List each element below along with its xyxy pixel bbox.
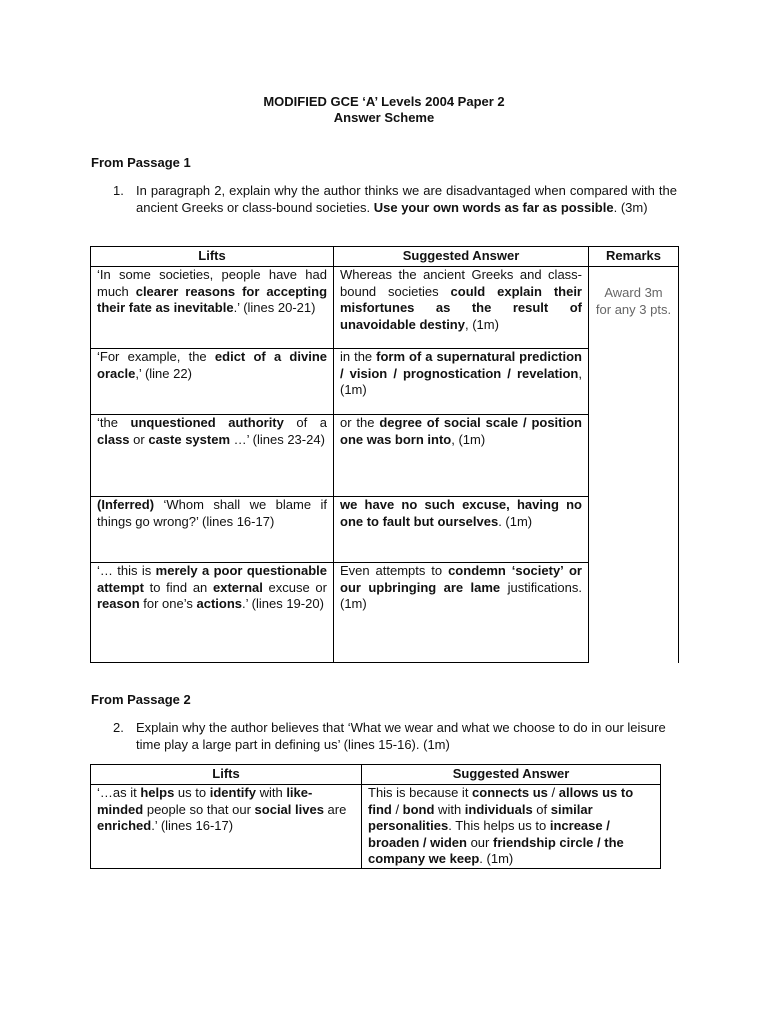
text: Whereas the ancient Greeks and class-bound societies — [340, 267, 582, 299]
section-heading-passage-2: From Passage 2 — [91, 692, 191, 707]
lift-cell — [91, 349, 334, 415]
table-header-row — [91, 765, 661, 785]
text: / — [547, 785, 559, 800]
text: ‘For example, the — [97, 349, 215, 364]
text: , (1m) — [451, 431, 486, 447]
question-text: Explain why the author believes that ‘What we wear and what we choose to do in our leisure time play a large part in defining us’ (lines 15-16). (1m) — [136, 720, 666, 752]
text: to find an — [143, 579, 213, 595]
bold-text: helps — [140, 785, 175, 800]
text: us to — [174, 785, 210, 800]
text: people so that our — [143, 801, 255, 817]
question-number: 1. — [113, 183, 124, 198]
bold-text: social lives — [254, 801, 324, 817]
section-heading-passage-1: From Passage 1 — [91, 155, 191, 170]
header-lifts: Lifts — [91, 765, 362, 785]
text: or the — [340, 415, 380, 430]
text: …’ (lines 23-24) — [230, 431, 325, 447]
lift-cell — [91, 785, 362, 869]
table-row — [91, 785, 661, 869]
bold-text: we have no such excuse, having no one to fault but ourselves — [340, 497, 582, 529]
answer-cell — [334, 497, 589, 563]
bold-text: increase / broaden / widen — [368, 818, 610, 850]
table-header-row — [91, 247, 679, 267]
bold-text: friendship circle / the company we keep — [368, 834, 624, 866]
text: . (1m) — [498, 513, 533, 529]
answer-cell — [334, 349, 589, 415]
question-1 — [113, 183, 677, 235]
header-lifts: Lifts — [91, 247, 334, 267]
answer-cell — [334, 267, 589, 349]
text: excuse or — [262, 579, 327, 595]
lift-cell — [91, 415, 334, 497]
text: of — [532, 801, 551, 817]
document-subtitle: Answer Scheme — [333, 110, 435, 125]
bold-text: individuals — [464, 801, 533, 817]
text: for one’s — [139, 596, 197, 611]
bold-text: caste system — [148, 431, 231, 447]
bold-text: could explain their misfortunes as the result of unavoidable destiny — [340, 283, 582, 332]
answer-table-passage-2 — [90, 764, 661, 869]
bold-text: like-minded — [97, 785, 313, 817]
answer-cell — [362, 785, 661, 869]
text: ‘…as it — [97, 785, 141, 800]
header-suggested-answer: Suggested Answer — [362, 765, 661, 785]
text: with — [255, 785, 287, 800]
lift-cell — [91, 497, 334, 563]
text: with — [434, 801, 465, 817]
text: ,’ (line 22) — [135, 365, 192, 381]
text: ‘… this is — [97, 563, 156, 578]
text: in the — [340, 349, 377, 364]
bold-text: similar personalities — [368, 801, 593, 833]
text: ‘the — [97, 415, 131, 430]
bold-text: unquestioned authority — [130, 415, 284, 430]
remarks-cell: Award 3m for any 3 pts. — [589, 267, 679, 663]
document-title: MODIFIED GCE ‘A’ Levels 2004 Paper 2 — [263, 94, 505, 109]
bold-text: condemn ‘society’ or our upbringing are lame — [340, 563, 582, 595]
table-row — [91, 267, 679, 349]
bold-text: degree of social scale / position one was born into — [340, 415, 582, 447]
lift-cell — [91, 563, 334, 663]
text: .’ (lines 20-21) — [233, 300, 316, 315]
text: / — [391, 801, 403, 817]
question-text: In paragraph 2, explain why the author thinks we are disadvantaged when compared with the ancient Greeks or class-bound societies. Use your own words as far as possible. (3m) — [136, 183, 677, 215]
bold-text: external — [212, 579, 263, 595]
lift-cell — [91, 267, 334, 349]
text: or — [129, 431, 149, 447]
bold-text: actions — [196, 596, 243, 611]
text: Even attempts to — [340, 563, 449, 578]
question-2 — [113, 720, 677, 756]
answer-cell — [334, 415, 589, 497]
bold-text: edict of a divine oracle — [97, 349, 328, 381]
bold-text: bond — [402, 801, 435, 817]
bold-text: connects us — [472, 785, 548, 800]
bold-text: reason — [97, 596, 140, 611]
text: .’ (lines 16-17) — [151, 818, 234, 833]
answer-cell — [334, 563, 589, 663]
header-suggested-answer: Suggested Answer — [334, 247, 589, 267]
text: . (1m) — [479, 851, 514, 866]
text: , (1m) — [340, 365, 582, 397]
text: . This helps us to — [448, 818, 550, 833]
answer-table-passage-1 — [90, 246, 679, 663]
text: our — [466, 834, 493, 850]
bold-text: (Inferred) — [97, 497, 155, 512]
text: , (1m) — [464, 316, 499, 332]
bold-text: form of a supernatural prediction / vision / prognostication / revelation — [340, 349, 582, 381]
bold-text: allows us to find — [368, 785, 634, 817]
bold-text: enriched — [97, 818, 152, 833]
text: are — [323, 801, 347, 817]
bold-text: identify — [209, 785, 256, 800]
text: justifications. (1m) — [340, 579, 582, 611]
text: .’ (lines 19-20) — [242, 596, 324, 611]
question-number: 2. — [113, 720, 124, 735]
text: ‘In some societies, people have had much — [97, 267, 327, 299]
text: ‘Whom shall we blame if things go wrong?’ (lines 16-17) — [97, 497, 327, 529]
text: This is because it — [368, 785, 473, 800]
bold-text: class — [97, 431, 130, 447]
bold-text: clearer reasons for accepting their fate as inevitable — [97, 283, 328, 315]
text: of a — [283, 415, 327, 430]
bold-text: merely a poor questionable attempt — [97, 563, 328, 595]
header-remarks: Remarks — [589, 247, 679, 267]
